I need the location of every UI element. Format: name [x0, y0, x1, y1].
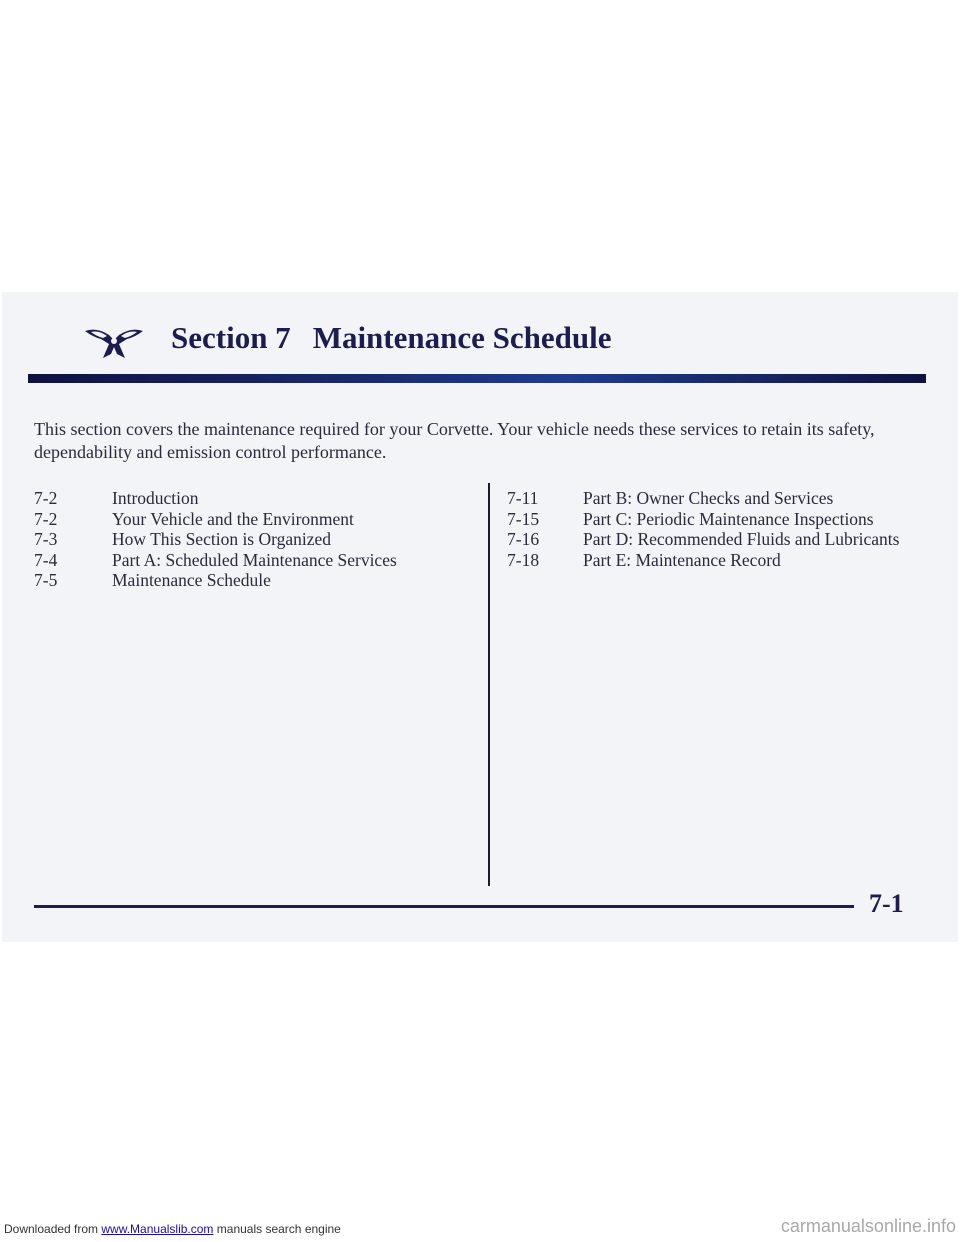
page-number: 7-1 — [869, 889, 904, 918]
toc-entry[interactable] — [507, 529, 899, 550]
toc-page: 7-15 — [507, 508, 540, 529]
toc-page: 7-18 — [507, 549, 540, 570]
toc-label: Part C: Periodic Maintenance Inspections — [583, 508, 874, 529]
corvette-crossed-flags-icon — [79, 325, 149, 361]
toc-page: 7-2 — [34, 508, 58, 529]
toc-page: 7-2 — [34, 488, 58, 508]
toc-entry[interactable] — [507, 550, 899, 571]
toc-entry[interactable] — [34, 550, 397, 571]
toc-label: Maintenance Schedule — [112, 570, 271, 590]
download-banner — [4, 1222, 341, 1236]
section-title — [171, 320, 612, 356]
toc-label: Part A: Scheduled Maintenance Services — [112, 549, 397, 570]
toc-label: Part E: Maintenance Record — [583, 549, 781, 570]
toc-label: Your Vehicle and the Environment — [112, 508, 354, 529]
toc-left-column — [34, 488, 397, 591]
site-watermark: carmanualsonline.info — [780, 1216, 956, 1236]
toc-page: 7-16 — [507, 529, 540, 549]
section-number: Section 7 — [171, 320, 291, 355]
intro-paragraph: This section covers the maintenance required for your Corvette. Your vehicle needs these services to retain its safety, dependability and emission control performance. — [34, 419, 875, 462]
toc-entry[interactable] — [34, 509, 397, 530]
toc-page: 7-5 — [34, 570, 58, 590]
toc-label: How This Section is Organized — [112, 529, 332, 549]
toc-entry[interactable] — [34, 529, 397, 550]
toc-entry[interactable] — [34, 570, 397, 591]
column-divider — [488, 483, 490, 886]
toc-right-column — [507, 488, 899, 570]
toc-entry[interactable] — [34, 488, 397, 509]
footer-rule — [34, 905, 854, 908]
toc-entry[interactable] — [507, 488, 899, 509]
manualslib-link[interactable]: www.Manualslib.com — [101, 1222, 214, 1236]
toc-label: Part D: Recommended Fluids and Lubricants — [583, 529, 900, 549]
banner-suffix: manuals search engine — [213, 1222, 341, 1236]
toc-label: Part B: Owner Checks and Services — [583, 488, 834, 508]
toc-label: Introduction — [112, 488, 199, 508]
toc-page: 7-4 — [34, 549, 58, 570]
title-divider — [28, 374, 926, 383]
toc-page: 7-3 — [34, 529, 58, 549]
banner-prefix: Downloaded from — [4, 1222, 102, 1236]
section-name: Maintenance Schedule — [312, 320, 612, 355]
toc-entry[interactable] — [507, 509, 899, 530]
toc-page: 7-11 — [507, 488, 539, 508]
manual-page — [2, 292, 958, 942]
